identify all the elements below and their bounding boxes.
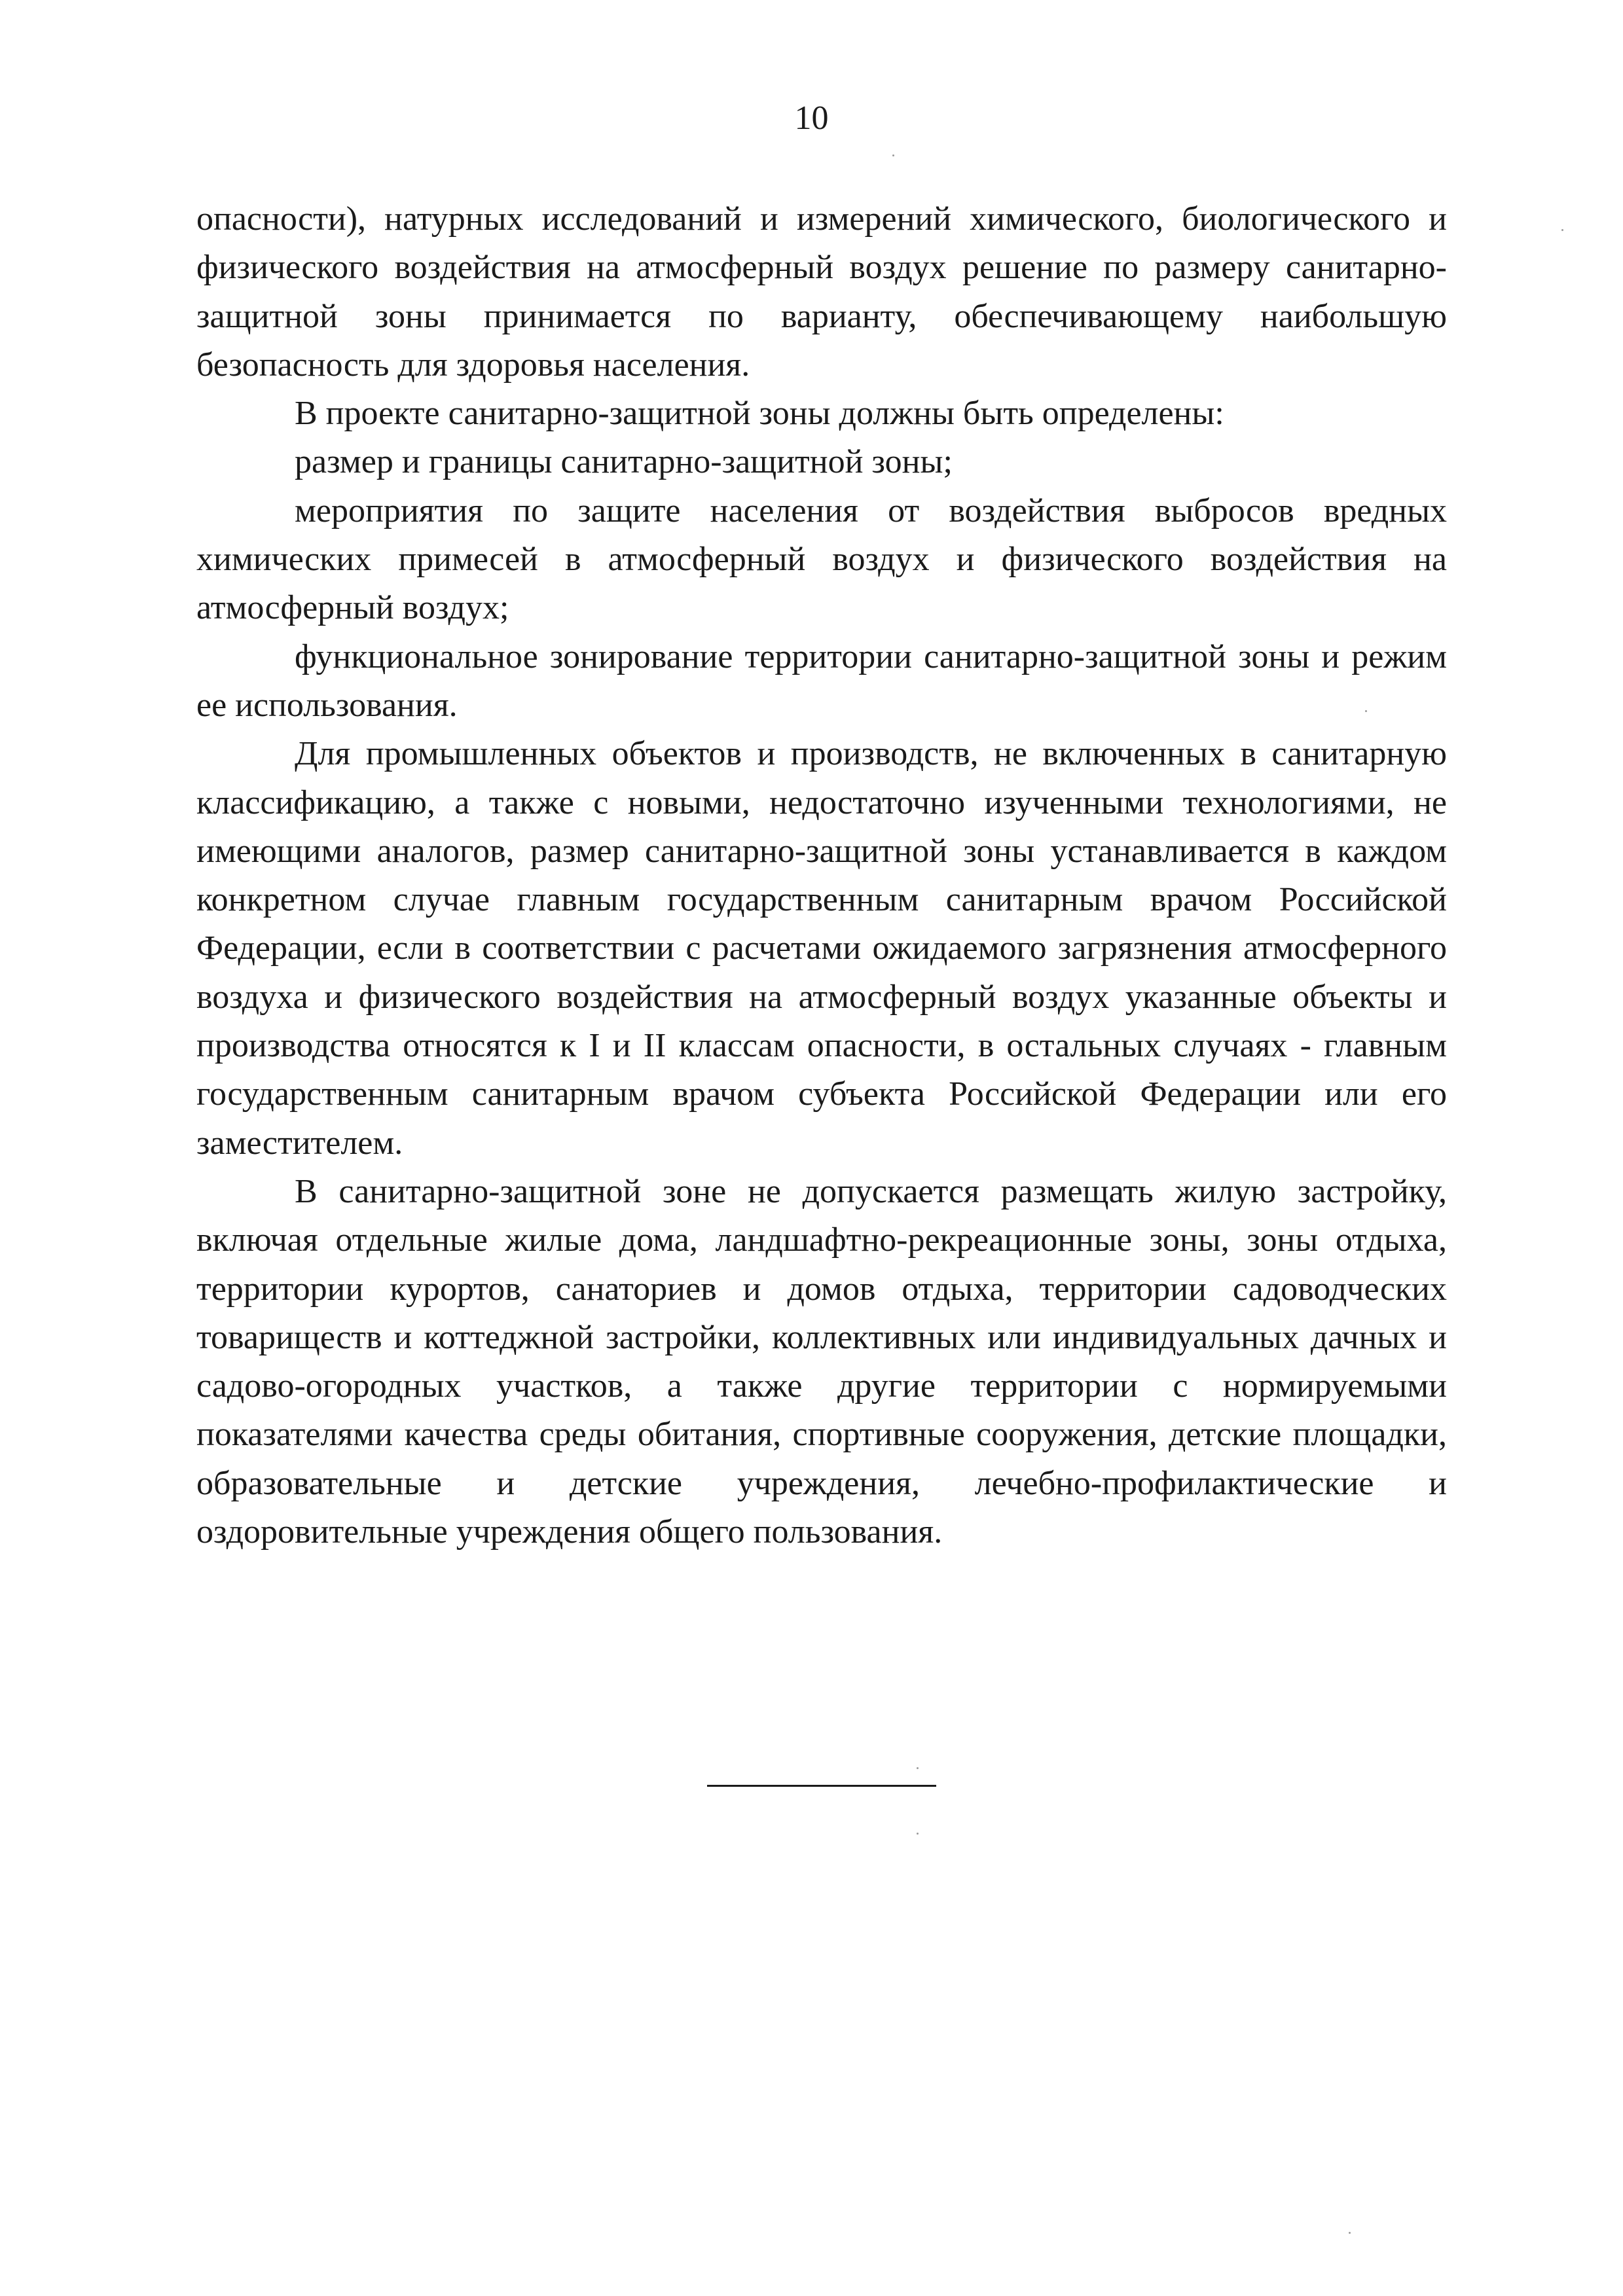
page-number: 10 (794, 99, 829, 137)
paragraph-continuation: опасности), натурных исследований и измерений химического, биологического и физического воздействия на атмосферный воздух решение по размеру санитарно-защитной зоны принимается по варианту, обеспечивающему наибольшую безопасность для здоровья населения. (196, 200, 1447, 384)
body-text (196, 195, 1447, 1556)
paragraph-functional-zoning: функциональное зонирование территории санитарно-защитной зоны и режим ее использования. (196, 637, 1447, 724)
scan-speck (917, 1767, 919, 1769)
scan-speck (1365, 710, 1367, 712)
scan-speck (1349, 2232, 1351, 2234)
paragraph-prohibited-uses: В санитарно-защитной зоне не допускается размещать жилую застройку, включая отдельные жилые дома, ландшафтно-рекреационные зоны, зоны отдыха, территории курортов, санаториев и домов отдыха, территории садоводческих товариществ и коттеджной застройки, коллективных или индивидуальных дачных и садово-огородных участков, а также другие территории с нормируемыми показателями качества среды обитания, спортивные сооружения, детские площадки, образовательные и детские учреждения, лечебно-профилактические и оздоровительные учреждения общего пользования. (196, 1172, 1447, 1551)
scan-speck (917, 1833, 919, 1835)
paragraph-project-intro: В проекте санитарно-защитной зоны должны быть определены: (295, 395, 1224, 433)
paragraph-size-borders: размер и границы санитарно-защитной зоны; (295, 443, 953, 481)
scan-speck (1561, 229, 1563, 231)
scan-speck (892, 154, 894, 156)
end-of-text-rule (707, 1785, 936, 1787)
paragraph-protection-measures: мероприятия по защите населения от воздействия выбросов вредных химических примесей в атмосферный воздух и физического воздействия на атмосферный воздух; (196, 492, 1447, 627)
paragraph-unclassified-objects: Для промышленных объектов и производств, не включенных в санитарную классификацию, а также с новыми, недостаточно изученными технологиями, не имеющими аналогов, размер санитарно-защитной зоны устанавливается в каждом конкретном случае главным государственным санитарным врачом Российской Федерации, если в соответствии с расчетами ожидаемого загрязнения атмосферного воздуха и физического воздействия на атмосферный воздух указанные объекты и производства относятся к I и II классам опасности, в остальных случаях - главным государственным санитарным врачом субъекта Российской Федерации или его заместителем. (196, 735, 1447, 1162)
